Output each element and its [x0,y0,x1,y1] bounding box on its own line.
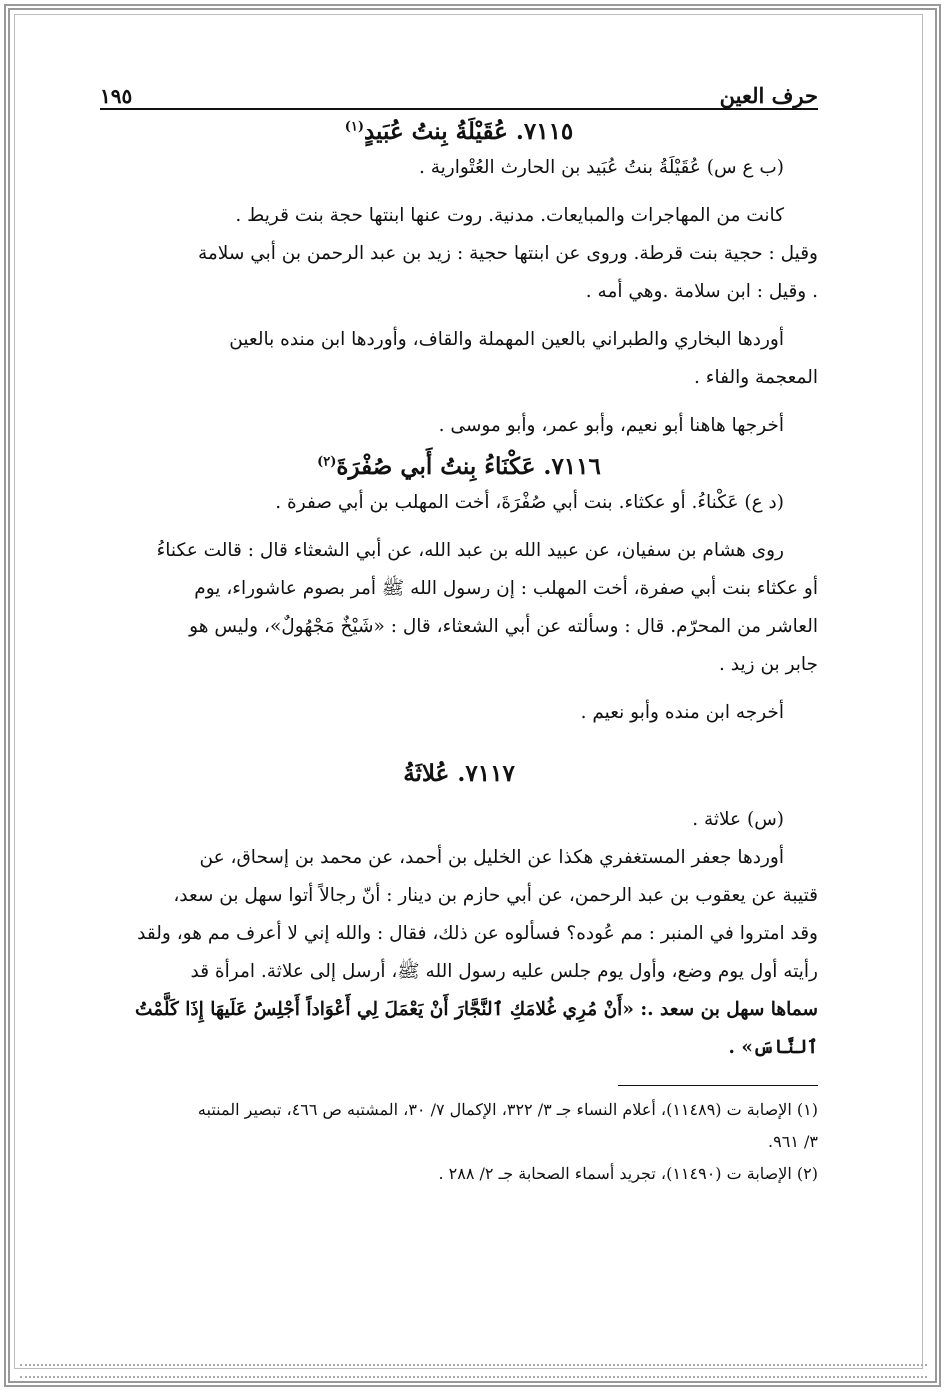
entry-heading-7117: ٧١١٧. عُلاثَةُ [403,760,515,787]
entry-line: كانت من المهاجرات والمبايعات. مدنية. روت عنها ابنتها حجة بنت قريط . [235,205,784,226]
footnote-ref-2: (٢) [317,454,337,470]
entry-line: (د ع) عَكْناءُ. أو عكثاء. بنت أبي صُفْرَةَ، أخت المهلب بن أبي صفرة . [275,492,784,513]
entry-line: وقيل : حجية بنت قرطة. وروى عن ابنتها حجية : زيد بن عبد الرحمن بن أبي سلامة [197,243,818,264]
entry-line: روى هشام بن سفيان، عن عبيد الله بن عبد الله، عن أبي الشعثاء قال : قالت عكناءُ [156,540,784,561]
footnote-ref-1: (١) [344,119,364,135]
footnote: (٢) الإصابة ت (١١٤٩٠)، تجريد أسماء الصحابة جـ ٢/ ٢٨٨ . [438,1164,818,1183]
entry-line: أو عكثاء بنت أبي صفرة، أخت المهلب : إن رسول الله ﷺ أمر بصوم عاشوراء، يوم [194,578,818,599]
entry-line: أخرجه ابن منده وأبو نعيم . [580,702,784,723]
running-header [100,70,818,110]
entry-line: أوردها جعفر المستغفري هكذا عن الخليل بن أحمد، عن محمد بن إسحاق، عن [199,847,784,868]
bottom-ornament [20,1364,927,1378]
entry-line: رأيته أول يوم وضع، وأول يوم جلس عليه رسول الله ﷺ، أرسل إلى علاثة. امرأة قد [190,961,818,982]
entry-line-hadith: ٱلنَّاسَ» . [728,1037,818,1058]
entry-line: . وقيل : ابن سلامة .وهي أمه . [585,281,818,302]
footnote: (١) الإصابة ت (١١٤٨٩)، أعلام النساء جـ ٣/ ٣٢٢، الإكمال ٧/ ٣٠، المشتبه ص ٤٦٦، تبصير المنتبه [197,1100,818,1119]
entry-line: (س) علاثة . [692,809,784,830]
entry-heading-7115: ٧١١٥. عُقَيْلَةُ بِنتُ عُبَيدٍ$^{(١)}$ [344,118,574,145]
entry-line-hadith: سماها سهل بن سعد .: «أَنْ مُرِي غُلامَكِ ٱلنَّجَّارَ أَنْ يَعْمَلَ لِي أَعْوَاداً أَجْلِسُ عَلَيهَا إِذَا كَلَّمْتُ [135,999,818,1020]
footnote-divider [618,1085,818,1086]
book-page [100,70,818,1190]
footnote: ٣/ ٩٦١. [768,1132,818,1151]
page-number: ١٩٥ [100,84,133,108]
entry-line: العاشر من المحرّم. قال : وسألته عن أبي الشعثاء، قال : «شَيْخٌ مَجْهُولٌ»، وليس هو [189,616,818,637]
entry-line: جابر بن زيد . [719,654,818,675]
section-title: حرف العين [719,83,818,108]
entry-line: المعجمة والفاء . [694,367,818,388]
entry-line: قتيبة عن يعقوب بن عبد الرحمن، عن أبي حازم بن دينار : أنّ رجالاً أتوا سهل بن سعد، [173,885,818,906]
entry-line: وقد امتروا في المنبر : مم عُوده؟ فسألوه عن ذلك، فقال : والله إني لا أعرف مم هو، ولقد [137,923,818,944]
entry-line: أخرجها هاهنا أبو نعيم، وأبو عمر، وأبو موسى . [438,415,784,436]
entry-line: (ب ع س) عُقَيْلَةُ بنتُ عُبَيد بن الحارث العُتْوارية . [418,157,784,178]
entry-heading-7116: ٧١١٦. عَكْنَاءُ بِنتُ أَبي صُفْرَةَ$^{(٢)}$ [317,453,601,480]
entry-line: أوردها البخاري والطبراني بالعين المهملة والقاف، وأوردها ابن منده بالعين [229,329,784,350]
